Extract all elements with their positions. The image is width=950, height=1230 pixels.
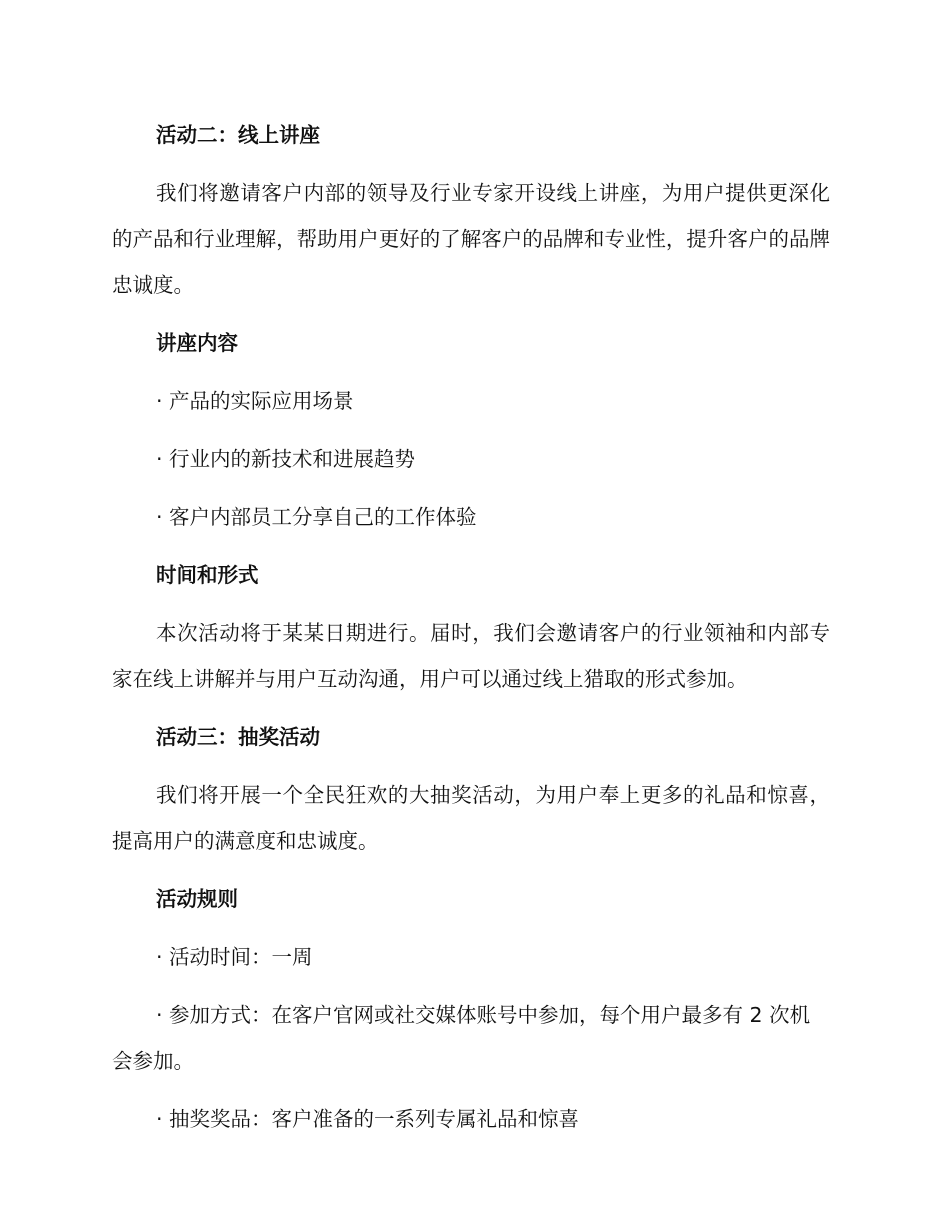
lecture-content-item: · 产品的实际应用场景: [156, 389, 354, 413]
activity3-heading: 活动三：抽奖活动: [156, 725, 320, 749]
activity3-intro: 我们将开展一个全民狂欢的大抽奖活动，为用户奉上更多的礼品和惊喜，提高用户的满意度和忠诚度。: [112, 783, 830, 853]
lecture-content-item: · 客户内部员工分享自己的工作体验: [156, 505, 477, 529]
rules-heading: 活动规则: [156, 887, 238, 911]
rules-item: · 活动时间：一周: [156, 945, 313, 969]
activity2-heading: 活动二：线上讲座: [156, 123, 320, 147]
activity2-intro: 我们将邀请客户内部的领导及行业专家开设线上讲座，为用户提供更深化的产品和行业理解，帮助用户更好的了解客户的品牌和专业性，提升客户的品牌忠诚度。: [112, 181, 830, 297]
rules-item: · 参加方式：在客户官网或社交媒体账号中参加，每个用户最多有 2 次机会参加。: [112, 1003, 811, 1073]
lecture-content-heading: 讲座内容: [156, 331, 238, 355]
lecture-content-item: · 行业内的新技术和进展趋势: [156, 447, 416, 471]
time-format-heading: 时间和形式: [156, 563, 259, 587]
time-format-text: 本次活动将于某某日期进行。届时，我们会邀请客户的行业领袖和内部专家在线上讲解并与用户互动沟通，用户可以通过线上猎取的形式参加。: [112, 621, 830, 691]
rules-item: · 抽奖奖品：客户准备的一系列专属礼品和惊喜: [156, 1107, 580, 1131]
